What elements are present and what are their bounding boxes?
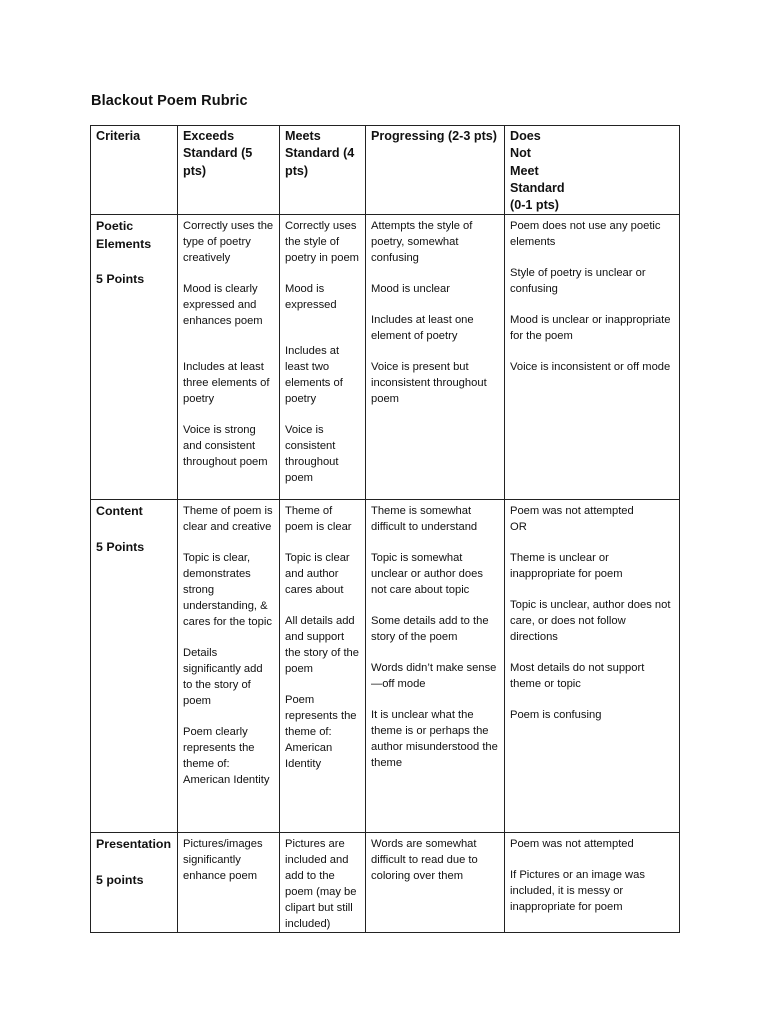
- criteria-cell: [91, 833, 178, 933]
- header-text: (0-1 pts): [510, 198, 559, 213]
- rubric-text: Topic is somewhat unclear or author does not care about topic: [371, 552, 483, 597]
- rubric-text: Pictures/images significantly enhance poem: [183, 838, 263, 883]
- rubric-text: Poem is confusing: [510, 709, 602, 722]
- header-text: Standard: [510, 180, 565, 195]
- header-text: Standard (5: [183, 146, 253, 161]
- rubric-text: Topic is unclear, author does not care, or does not follow directions: [510, 599, 671, 644]
- exceeds-cell: [178, 215, 280, 500]
- exceeds-cell: [178, 833, 280, 933]
- criteria-name: Presentation: [96, 837, 172, 852]
- does-not-meet-cell: [505, 833, 680, 933]
- rubric-text: Mood is expressed: [285, 283, 337, 312]
- header-text: Meets: [285, 129, 321, 143]
- header-text: pts): [183, 163, 207, 178]
- criteria-points: 5 Points: [96, 539, 145, 554]
- rubric-text: Correctly uses the type of poetry creatively: [183, 220, 274, 265]
- rubric-text: Includes at least two elements of poetry: [285, 345, 343, 406]
- criteria-cell: [91, 215, 178, 500]
- rubric-text: It is unclear what the theme is or perhaps the author misunderstood the theme: [371, 709, 498, 770]
- rubric-text: OR: [510, 521, 527, 534]
- meets-cell: [280, 215, 366, 500]
- rubric-text: Mood is clearly expressed and enhances poem: [183, 283, 263, 328]
- rubric-text: Voice is present but inconsistent throughout poem: [371, 361, 487, 406]
- rubric-text: Poem clearly represents the theme of: American Identity: [183, 726, 270, 787]
- rubric-text: Style of poetry is unclear or confusing: [510, 267, 646, 296]
- rubric-table: [90, 125, 680, 933]
- progressing-cell: [366, 833, 505, 933]
- rubric-row-presentation: [91, 833, 680, 933]
- rubric-text: Poem was not attempted: [510, 838, 634, 851]
- meets-cell: [280, 500, 366, 833]
- header-does-not-meet: [505, 126, 680, 215]
- criteria-cell: [91, 500, 178, 833]
- progressing-cell: [366, 500, 505, 833]
- rubric-text: Attempts the style of poetry, somewhat confusing: [371, 220, 473, 265]
- header-text: pts): [285, 163, 309, 178]
- rubric-text: Theme of poem is clear: [285, 505, 352, 534]
- rubric-text: Voice is consistent throughout poem: [285, 424, 339, 485]
- header-text: Criteria: [96, 129, 141, 143]
- rubric-text: Details significantly add to the story of poem: [183, 647, 263, 708]
- rubric-text: Theme is somewhat difficult to understand: [371, 505, 478, 534]
- header-text: Standard (4: [285, 146, 355, 161]
- criteria-name: Content: [96, 504, 143, 519]
- rubric-text: Theme is unclear or inappropriate for poem: [510, 552, 623, 581]
- rubric-text: Some details add to the story of the poem: [371, 615, 489, 644]
- rubric-text: Voice is inconsistent or off mode: [510, 361, 671, 374]
- criteria-name: Poetic Elements: [96, 219, 152, 251]
- exceeds-cell: [178, 500, 280, 833]
- header-criteria: [91, 126, 178, 215]
- header-row: [91, 126, 680, 215]
- rubric-text: Pictures are included and add to the poem (may be clipart but still included): [285, 838, 357, 931]
- header-text: Exceeds: [183, 129, 235, 143]
- header-text: Does: [510, 129, 541, 143]
- rubric-text: Words are somewhat difficult to read due to coloring over them: [371, 838, 478, 883]
- meets-cell: [280, 833, 366, 933]
- rubric-text: Topic is clear, demonstrates strong understanding, & cares for the topic: [183, 552, 272, 629]
- progressing-cell: [366, 215, 505, 500]
- header-exceeds: [178, 126, 280, 215]
- rubric-text: Mood is unclear: [371, 283, 450, 296]
- document-title: Blackout Poem Rubric: [91, 93, 248, 109]
- rubric-text: All details add and support the story of the poem: [285, 615, 360, 676]
- header-text: Progressing (2-3 pts): [371, 129, 497, 143]
- rubric-text: Topic is clear and author cares about: [285, 552, 350, 597]
- rubric-text: Correctly uses the style of poetry in poem: [285, 220, 360, 265]
- header-progressing: [366, 126, 505, 215]
- does-not-meet-cell: [505, 215, 680, 500]
- rubric-text: Poem does not use any poetic elements: [510, 220, 661, 249]
- header-text: Not: [510, 146, 531, 161]
- rubric-text: Theme of poem is clear and creative: [183, 505, 273, 534]
- rubric-text: If Pictures or an image was included, it is messy or inappropriate for poem: [510, 869, 645, 914]
- rubric-text: Poem represents the theme of: American Identity: [285, 694, 357, 771]
- rubric-text: Poem was not attempted: [510, 505, 634, 518]
- criteria-points: 5 Points: [96, 272, 145, 287]
- rubric-row-content: [91, 500, 680, 833]
- rubric-text: Words didn’t make sense—off mode: [371, 662, 497, 691]
- header-text: Meet: [510, 163, 539, 178]
- rubric-text: Voice is strong and consistent throughout poem: [183, 424, 268, 469]
- rubric-text: Includes at least three elements of poetry: [183, 361, 270, 406]
- rubric-text: Includes at least one element of poetry: [371, 314, 474, 343]
- does-not-meet-cell: [505, 500, 680, 833]
- rubric-text: Most details do not support theme or topic: [510, 662, 645, 691]
- rubric-row-poetic-elements: [91, 215, 680, 500]
- criteria-points: 5 points: [96, 872, 144, 887]
- header-meets: [280, 126, 366, 215]
- rubric-text: Mood is unclear or inappropriate for the poem: [510, 314, 671, 343]
